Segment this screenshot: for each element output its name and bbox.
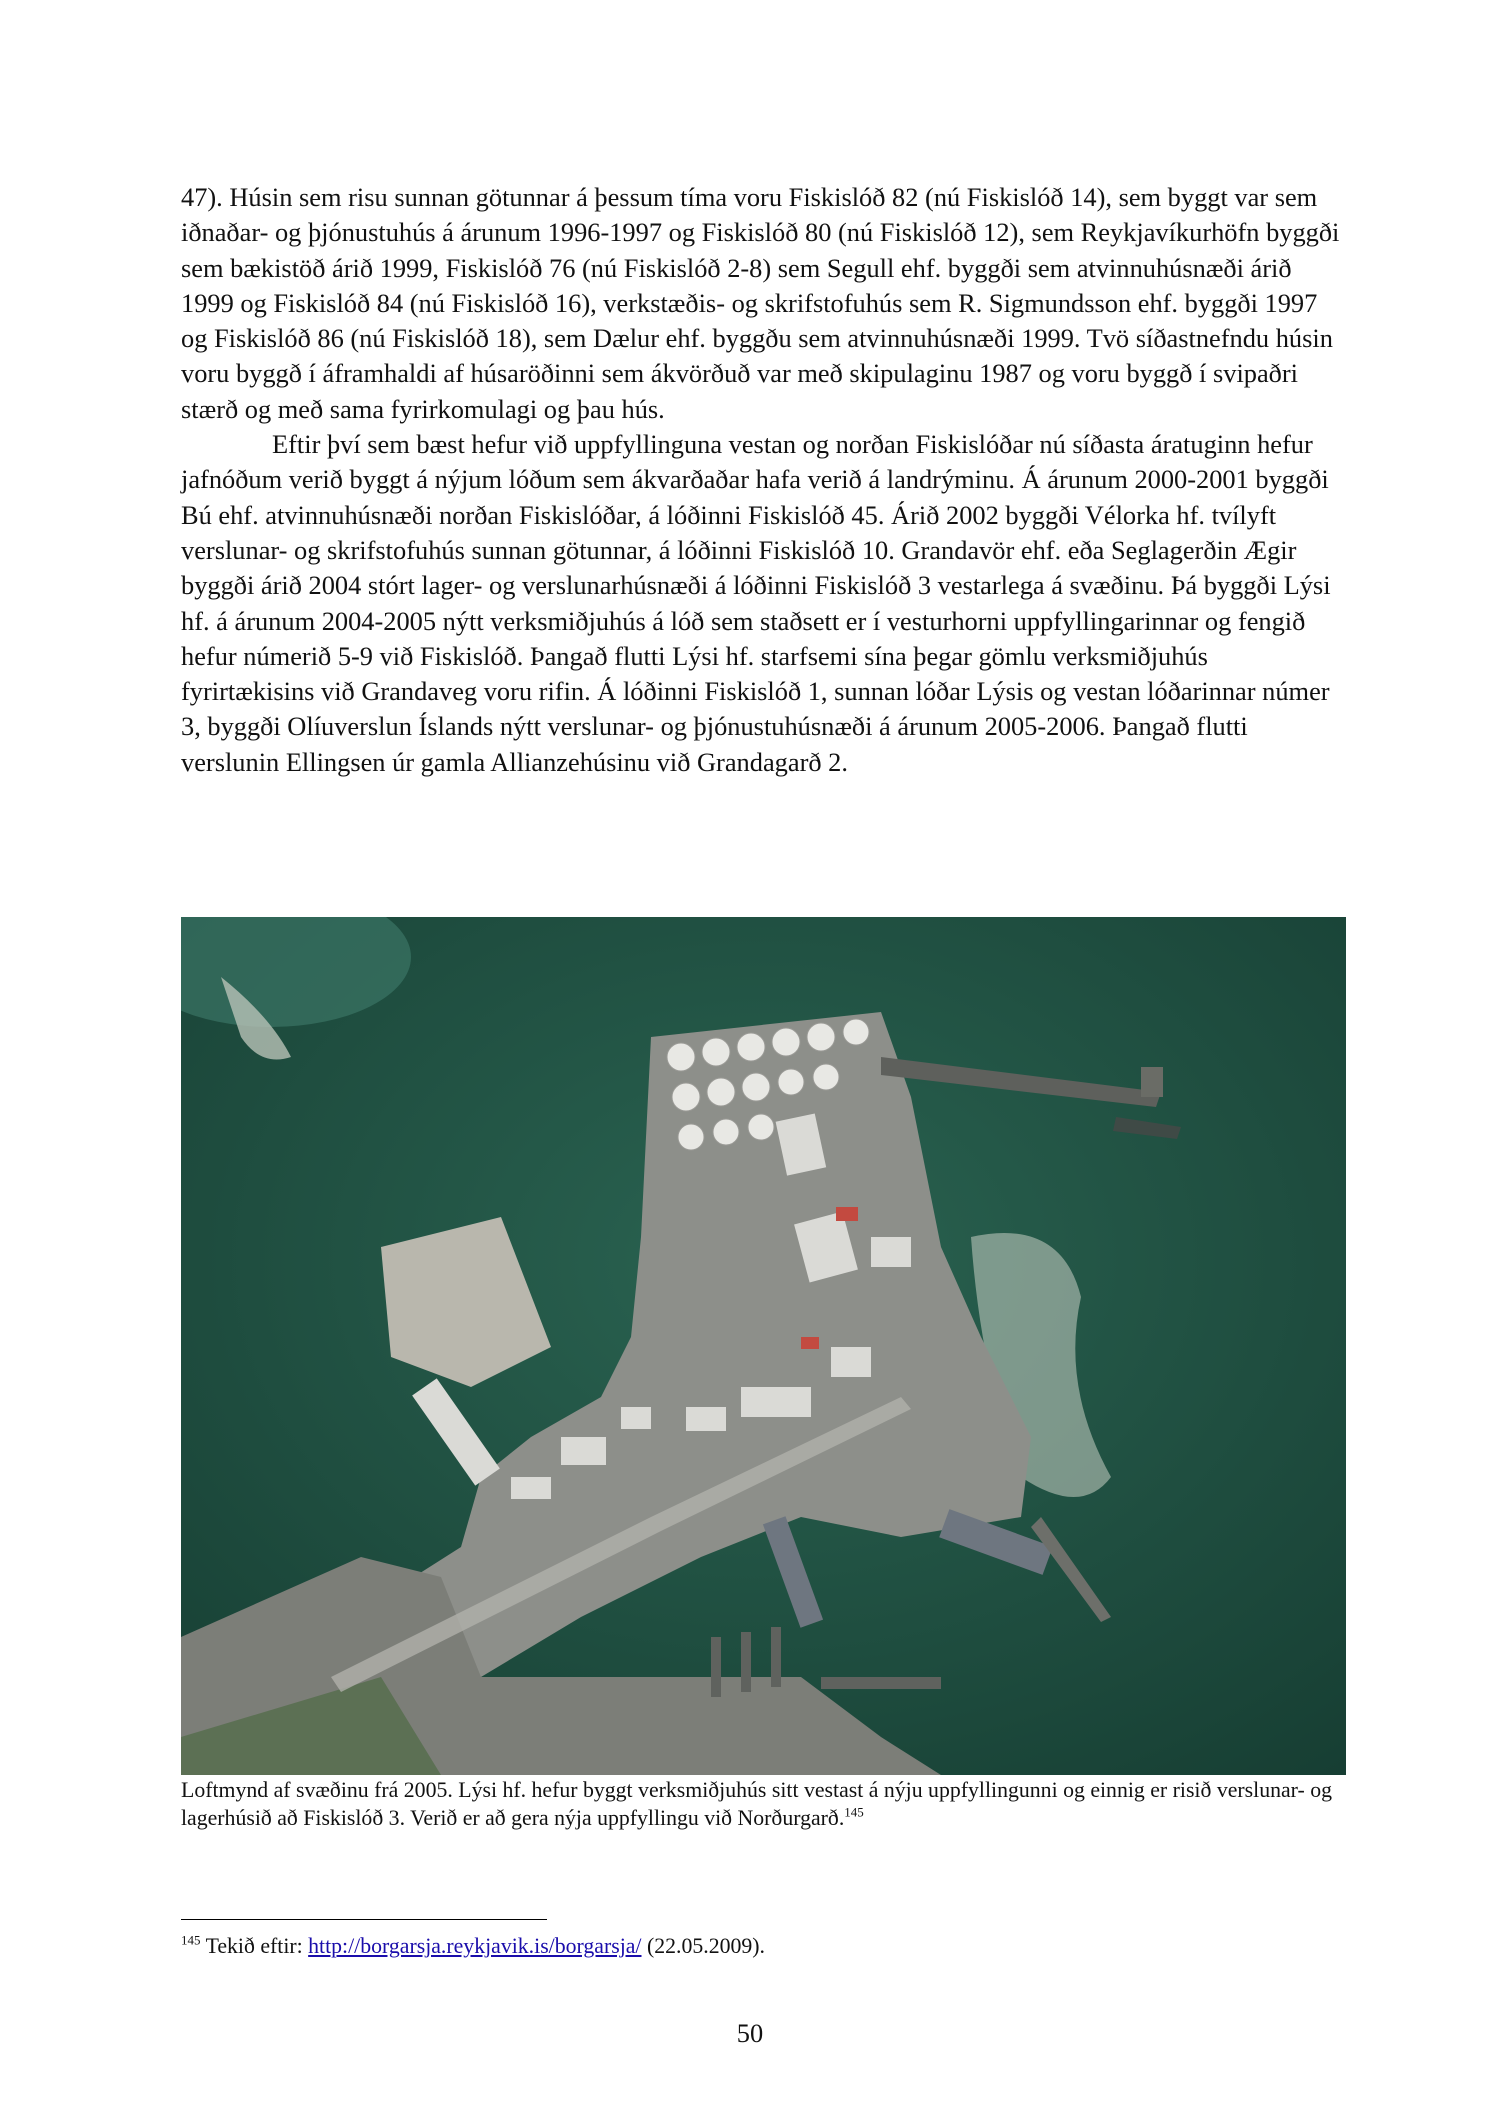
page-number: 50: [736, 2018, 764, 2048]
figure-caption-text: Loftmynd af svæðinu frá 2005. Lýsi hf. hefur byggt verksmiðjuhús sitt vestast á nýju uppfyllingunni og einnig er risið verslunar- og lagerhúsið að Fiskislóð 3. Verið er að gera nýja uppfyllingu við Norðurgarð.: [181, 1778, 1332, 1830]
footnote-number: 145: [181, 1932, 201, 1948]
aerial-photo: [181, 917, 1346, 1775]
footnote: [181, 1932, 1281, 1960]
footnote-prefix: Tekið eftir:: [205, 1934, 309, 1958]
footnote-link[interactable]: http://borgarsja.reykjavik.is/borgarsja/: [308, 1934, 642, 1958]
body-text: [181, 180, 1346, 780]
footnote-reference[interactable]: 145: [844, 1804, 864, 1820]
paragraph-2: Eftir því sem bæst hefur við uppfyllinguna vestan og norðan Fiskislóðar nú síðasta áratuginn hefur jafnóðum verið byggt á nýjum lóðum sem ákvarðaðar hafa verið á landrýminu. Á árunum 2000-2001 byggði Bú ehf. atvinnuhúsnæði norðan Fiskislóðar, á lóðinni Fiskislóð 45. Árið 2002 byggði Vélorka hf. tvílyft verslunar- og skrifstofuhús sunnan götunnar, á lóðinni Fiskislóð 10. Grandavör ehf. eða Seglagerðin Ægir byggði árið 2004 stórt lager- og verslunarhúsnæði á lóðinni Fiskislóð 3 vestarlega á svæðinu. Þá byggði Lýsi hf. á árunum 2004-2005 nýtt verksmiðjuhús á lóð sem staðsett er í vesturhorni uppfyllingarinnar og fengið hefur númerið 5-9 við Fiskislóð. Þangað flutti Lýsi hf. starfsemi sína þegar gömlu verksmiðjuhús fyrirtækisins við Grandaveg voru rifin. Á lóðinni Fiskislóð 1, sunnan lóðar Lýsis og vestan lóðarinnar númer 3, byggði Olíuverslun Íslands nýtt verslunar- og þjónustuhúsnæði á árunum 2005-2006. Þangað flutti verslunin Ellingsen úr gamla Allianzehúsinu við Grandagarð 2.: [181, 429, 1331, 777]
footnote-separator: [181, 1919, 547, 1920]
figure-caption: [181, 1776, 1351, 1832]
footnote-suffix: (22.05.2009).: [641, 1934, 766, 1958]
aerial-photo-illustration: [181, 917, 1346, 1775]
paragraph-1: 47). Húsin sem risu sunnan götunnar á þessum tíma voru Fiskislóð 82 (nú Fiskislóð 14), sem byggt var sem iðnaðar- og þjónustuhús á árunum 1996-1997 og Fiskislóð 80 (nú Fiskislóð 12), sem Reykjavíkurhöfn byggði sem bækistöð árið 1999, Fiskislóð 76 (nú Fiskislóð 2-8) sem Segull ehf. byggði sem atvinnuhúsnæði árið 1999 og Fiskislóð 84 (nú Fiskislóð 16), verkstæðis- og skrifstofuhús sem R. Sigmundsson ehf. byggði 1997 og Fiskislóð 86 (nú Fiskislóð 18), sem Dælur ehf. byggðu sem atvinnuhúsnæði 1999. Tvö síðastnefndu húsin voru byggð í áframhaldi af húsaröðinni sem ákvörðuð var með skipulaginu 1987 og voru byggð í svipaðri stærð og með sama fyrirkomulagi og þau hús.: [181, 182, 1340, 424]
